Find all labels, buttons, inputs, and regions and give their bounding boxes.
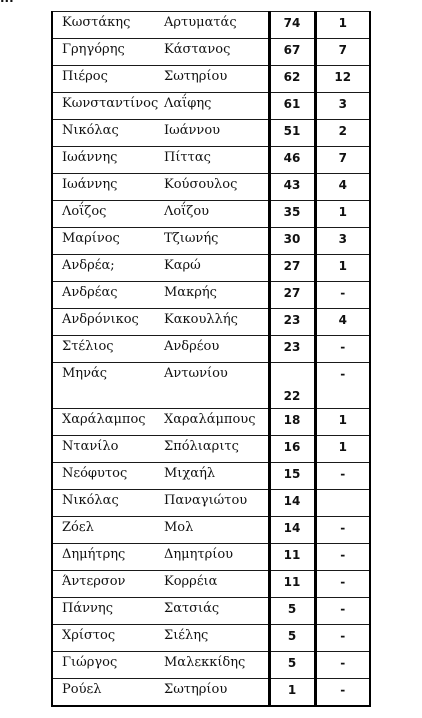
goals-cell: 11 <box>269 571 315 598</box>
first-name-cell: Νικόλας <box>52 490 161 517</box>
extra-stat-cell: 1 <box>315 12 370 39</box>
extra-stat-cell: - <box>315 363 370 409</box>
last-name-cell: Σατσιάς <box>161 598 269 625</box>
first-name-cell: Μαρίνος <box>52 228 161 255</box>
last-name-cell: Σωτηρίου <box>161 679 269 707</box>
table-row <box>52 544 370 571</box>
first-name-cell: Ανδρόνικος <box>52 309 161 336</box>
goals-cell: 61 <box>269 93 315 120</box>
goals-cell: 30 <box>269 228 315 255</box>
goals-cell: 18 <box>269 409 315 436</box>
table-row <box>52 201 370 228</box>
last-name-cell: Σπόλιαριτς <box>161 436 269 463</box>
last-name-cell: Σωτηρίου <box>161 66 269 93</box>
goals-cell: 23 <box>269 336 315 363</box>
extra-stat-cell: 1 <box>315 201 370 228</box>
table-row <box>52 652 370 679</box>
first-name-cell: Ανδρέας <box>52 282 161 309</box>
goals-cell: 1 <box>269 679 315 707</box>
last-name-cell: Ανδρέου <box>161 336 269 363</box>
goals-cell: 14 <box>269 517 315 544</box>
last-name-cell: Λοΐζου <box>161 201 269 228</box>
table-row <box>52 336 370 363</box>
goals-cell: 27 <box>269 282 315 309</box>
first-name-cell: Στέλιος <box>52 336 161 363</box>
first-name-cell: Ιωάννης <box>52 174 161 201</box>
table-row <box>52 93 370 120</box>
last-name-cell: Κούσουλος <box>161 174 269 201</box>
goals-cell: 67 <box>269 39 315 66</box>
table-row <box>52 66 370 93</box>
extra-stat-cell: 1 <box>315 255 370 282</box>
table-row <box>52 147 370 174</box>
extra-stat-cell: 1 <box>315 436 370 463</box>
player-goals-table <box>51 11 371 707</box>
last-name-cell: Δημητρίου <box>161 544 269 571</box>
last-name-cell: Μιχαήλ <box>161 463 269 490</box>
extra-stat-cell: - <box>315 336 370 363</box>
extra-stat-cell: - <box>315 571 370 598</box>
last-name-cell: Κακουλλής <box>161 309 269 336</box>
table-row <box>52 120 370 147</box>
extra-stat-cell: 2 <box>315 120 370 147</box>
last-name-cell: Λαΐφης <box>161 93 269 120</box>
extra-stat-cell: - <box>315 625 370 652</box>
last-name-cell: Παναγιώτου <box>161 490 269 517</box>
last-name-cell: Αντωνίου <box>161 363 269 409</box>
extra-stat-cell: 1 <box>315 409 370 436</box>
table-row <box>52 436 370 463</box>
first-name-cell: Ντανίλο <box>52 436 161 463</box>
table-row <box>52 309 370 336</box>
table-body <box>52 12 370 707</box>
table-row <box>52 598 370 625</box>
first-name-cell: Γρηγόρης <box>52 39 161 66</box>
last-name-cell: Κάστανος <box>161 39 269 66</box>
goals-cell: 35 <box>269 201 315 228</box>
goals-cell: 62 <box>269 66 315 93</box>
extra-stat-cell: - <box>315 517 370 544</box>
extra-stat-cell: 7 <box>315 39 370 66</box>
last-name-cell: Καρώ <box>161 255 269 282</box>
table-row <box>52 12 370 39</box>
first-name-cell: Χαράλαμπος <box>52 409 161 436</box>
first-name-cell: Ζόελ <box>52 517 161 544</box>
last-name-cell: Χαραλάμπους <box>161 409 269 436</box>
first-name-cell: Άντερσον <box>52 571 161 598</box>
goals-cell: 23 <box>269 309 315 336</box>
last-name-cell: Ιωάννου <box>161 120 269 147</box>
goals-cell: 5 <box>269 652 315 679</box>
first-name-cell: Ιωάννης <box>52 147 161 174</box>
goals-cell: 15 <box>269 463 315 490</box>
last-name-cell: Μαλεκκίδης <box>161 652 269 679</box>
last-name-cell: Αρτυματάς <box>161 12 269 39</box>
table-row <box>52 571 370 598</box>
first-name-cell: Γιώργος <box>52 652 161 679</box>
extra-stat-cell: 3 <box>315 93 370 120</box>
goals-cell: 11 <box>269 544 315 571</box>
goals-cell: 46 <box>269 147 315 174</box>
extra-stat-cell: 7 <box>315 147 370 174</box>
first-name-cell: Μηνάς <box>52 363 161 409</box>
first-name-cell: Πιέρος <box>52 66 161 93</box>
extra-stat-cell <box>315 490 370 517</box>
goals-cell: 5 <box>269 625 315 652</box>
first-name-cell: Ρούελ <box>52 679 161 707</box>
extra-stat-cell: - <box>315 544 370 571</box>
last-name-cell: Σιέλης <box>161 625 269 652</box>
first-name-cell: Ανδρέα; <box>52 255 161 282</box>
table-row <box>52 255 370 282</box>
table-row <box>52 490 370 517</box>
goals-cell: 43 <box>269 174 315 201</box>
goals-cell: 22 <box>269 363 315 409</box>
extra-stat-cell: 3 <box>315 228 370 255</box>
table-row <box>52 174 370 201</box>
table-row <box>52 363 370 409</box>
table-row <box>52 282 370 309</box>
table-row <box>52 39 370 66</box>
extra-stat-cell: 4 <box>315 309 370 336</box>
goals-cell: 27 <box>269 255 315 282</box>
first-name-cell: Λοΐζος <box>52 201 161 228</box>
goals-cell: 14 <box>269 490 315 517</box>
table-row <box>52 228 370 255</box>
first-name-cell: Κωνσταντίνος <box>52 93 161 120</box>
goals-cell: 51 <box>269 120 315 147</box>
last-name-cell: Κορρέια <box>161 571 269 598</box>
last-name-cell: Τζιωνής <box>161 228 269 255</box>
extra-stat-cell: - <box>315 282 370 309</box>
first-name-cell: Πάννης <box>52 598 161 625</box>
table-row <box>52 679 370 707</box>
extra-stat-cell: - <box>315 652 370 679</box>
goals-cell: 5 <box>269 598 315 625</box>
first-name-cell: Νεόφυτος <box>52 463 161 490</box>
goals-cell: 16 <box>269 436 315 463</box>
document-caption <box>0 0 14 5</box>
last-name-cell: Πίττας <box>161 147 269 174</box>
first-name-cell: Χρίστος <box>52 625 161 652</box>
table-row <box>52 409 370 436</box>
last-name-cell: Μολ <box>161 517 269 544</box>
extra-stat-cell: - <box>315 679 370 707</box>
first-name-cell: Κωστάκης <box>52 12 161 39</box>
extra-stat-cell: - <box>315 463 370 490</box>
extra-stat-cell: - <box>315 598 370 625</box>
extra-stat-cell: 12 <box>315 66 370 93</box>
extra-stat-cell: 4 <box>315 174 370 201</box>
first-name-cell: Δημήτρης <box>52 544 161 571</box>
first-name-cell: Νικόλας <box>52 120 161 147</box>
table-row <box>52 463 370 490</box>
goals-cell: 74 <box>269 12 315 39</box>
table-row <box>52 625 370 652</box>
last-name-cell: Μακρής <box>161 282 269 309</box>
table-row <box>52 517 370 544</box>
